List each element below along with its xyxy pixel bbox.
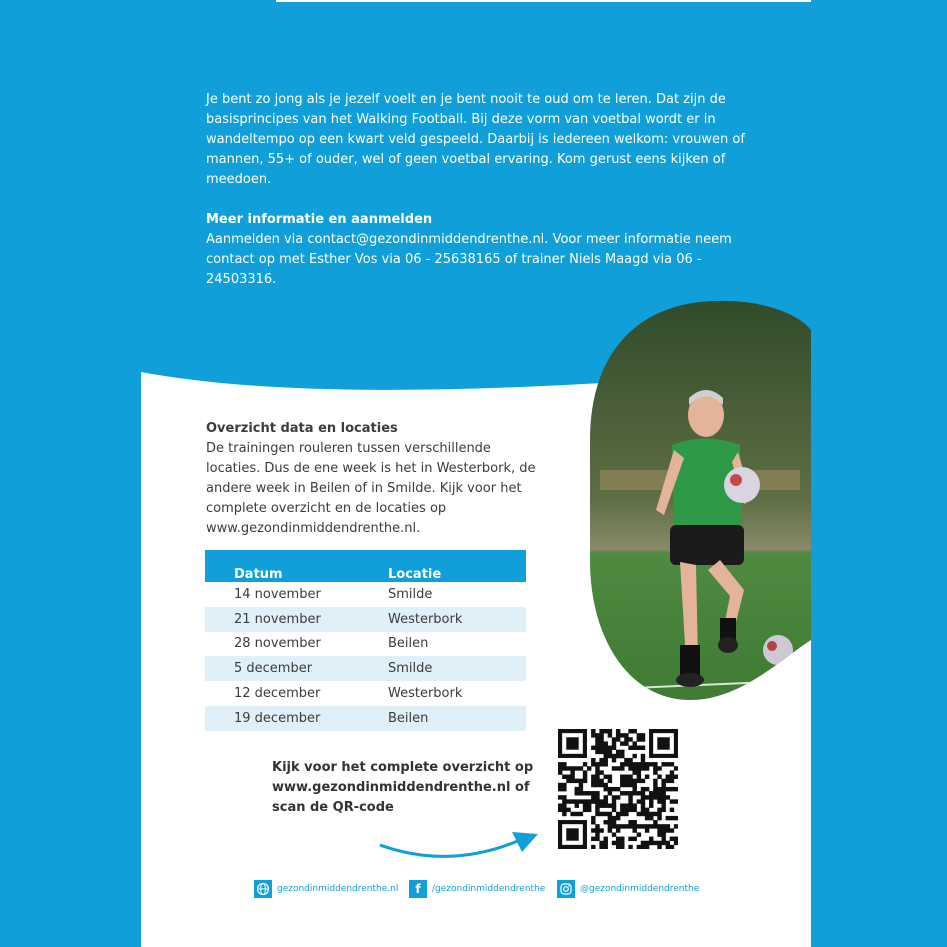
location-cell: Westerbork <box>388 607 526 632</box>
column-header-locatie: Locatie <box>388 550 526 582</box>
date-cell: 28 november <box>234 636 321 652</box>
location-cell: Smilde <box>388 656 526 681</box>
footer-website-label: gezondinmiddendrenthe.nl <box>277 884 399 894</box>
date-cell: 12 december <box>234 686 321 702</box>
date-cell: 19 december <box>205 706 388 731</box>
date-cell: 21 november <box>205 607 388 632</box>
instagram-icon <box>557 880 575 898</box>
overview-heading: Overzicht data en locaties <box>206 421 398 436</box>
info-heading: Meer informatie en aanmelden <box>206 212 433 227</box>
location-cell: Smilde <box>388 586 433 602</box>
info-text: Aanmelden via contact@gezondinmiddendrenthe.nl. Voor meer informatie neem contact op met Esther Vos via 06 - 25638165 of trainer Niels Maagd via 06 - 24503316. <box>206 232 732 287</box>
footer-facebook[interactable] <box>409 879 545 899</box>
location-cell: Beilen <box>388 706 526 731</box>
footer-instagram[interactable] <box>557 879 699 899</box>
overview-text: De trainingen rouleren tussen verschillende locaties. Dus de ene week is het in Westerbork, de andere week in Beilen of in Smilde. Kijk voor het complete overzicht en de locaties op www.gezondinmiddendrenthe.nl. <box>206 441 536 536</box>
date-cell: 14 november <box>234 586 321 602</box>
footer-instagram-label: @gezondinmiddendrenthe <box>580 884 700 894</box>
footer-website[interactable] <box>254 879 398 899</box>
column-header-datum: Datum <box>205 550 388 582</box>
cta-text: Kijk voor het complete overzicht op www.gezondinmiddendrenthe.nl of scan de QR-code <box>272 760 534 815</box>
qr-code[interactable] <box>558 729 678 849</box>
location-cell: Beilen <box>388 636 429 652</box>
facebook-icon: f <box>409 880 427 898</box>
globe-icon <box>254 880 272 898</box>
footer-facebook-label: /gezondinmiddendrenthe <box>432 884 546 894</box>
location-cell: Westerbork <box>388 686 463 702</box>
intro-paragraph: Je bent zo jong als je jezelf voelt en je bent nooit te oud om te leren. Dat zijn de basisprincipes van het Walking Football. Bij deze vorm van voetbal wordt er in wandeltempo op een kwart veld gespeeld. Daarbij is iedereen welkom: vrouwen of mannen, 55+ of ouder, wel of geen voetbal ervaring. Kom gerust eens kijken of meedoen. <box>206 92 745 187</box>
date-cell: 5 december <box>205 656 388 681</box>
